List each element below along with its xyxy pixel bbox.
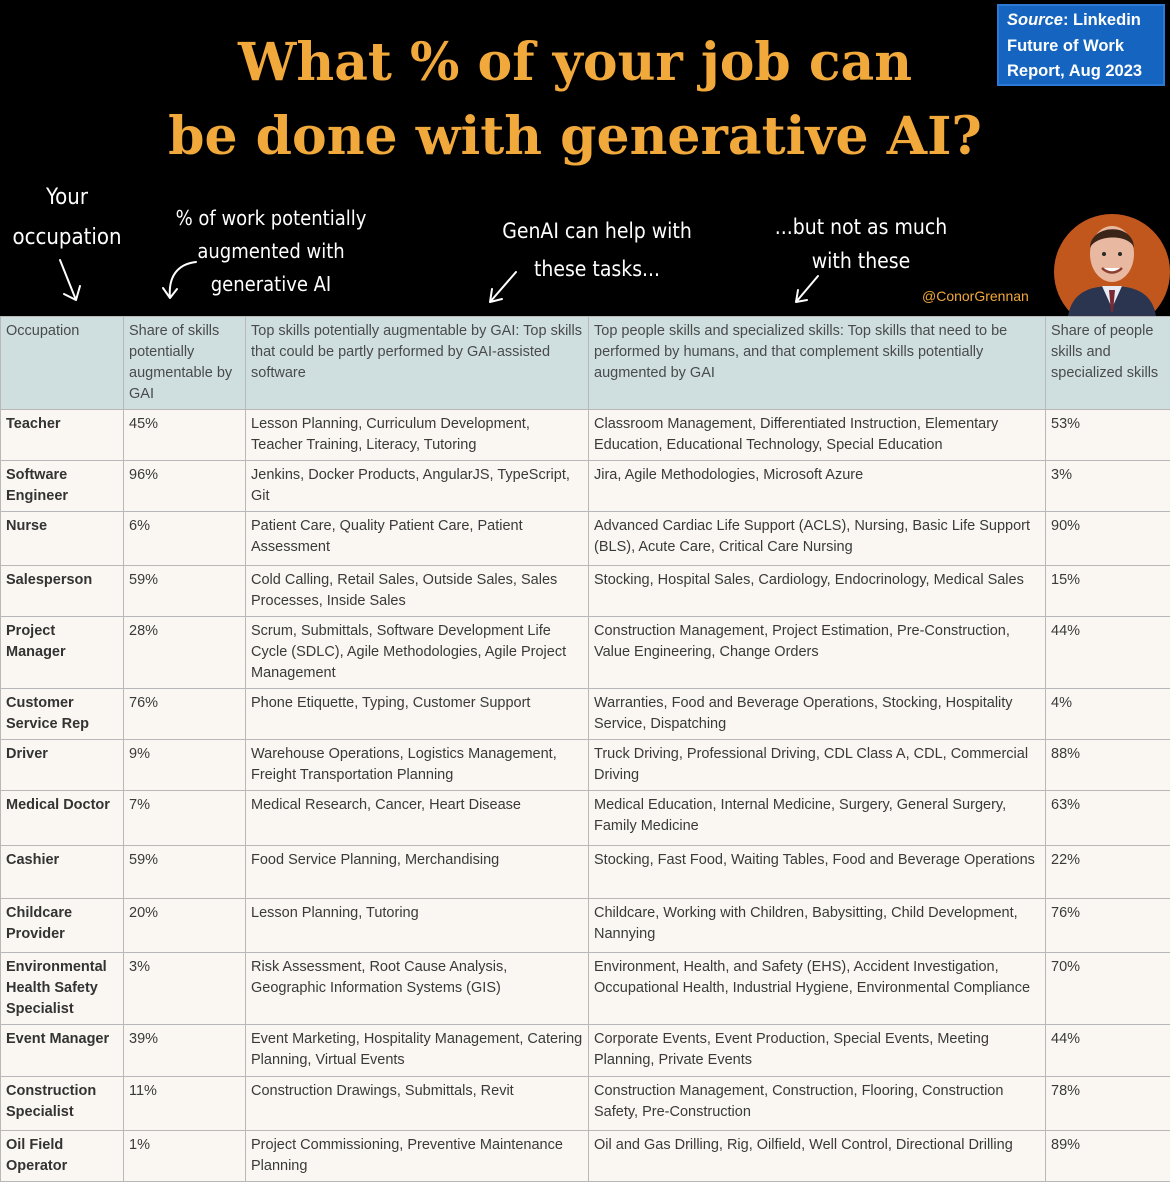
table-row xyxy=(1,617,1170,689)
annotation-percent xyxy=(170,202,372,301)
annotation-text: with these xyxy=(772,244,950,278)
annotation-text: generative AI xyxy=(170,268,372,301)
share-people-cell: 3% xyxy=(1046,461,1170,512)
table-row xyxy=(1,410,1170,461)
table-row xyxy=(1,740,1170,791)
annotation-text: augmented with xyxy=(170,235,372,268)
share-people-cell: 63% xyxy=(1046,791,1170,846)
occupation-cell: Cashier xyxy=(1,846,124,899)
people-skills-cell: Childcare, Working with Children, Babysitting, Child Development, Nannying xyxy=(589,899,1046,953)
header-share-people-skills: Share of people skills and specialized skills xyxy=(1046,317,1170,410)
augmentable-skills-cell: Phone Etiquette, Typing, Customer Support xyxy=(246,689,589,740)
header-occupation: Occupation xyxy=(1,317,124,410)
skills-table xyxy=(0,316,1170,1182)
people-skills-cell: Medical Education, Internal Medicine, Surgery, General Surgery, Family Medicine xyxy=(589,791,1046,846)
arrow-occupation-icon xyxy=(56,256,86,308)
people-skills-cell: Corporate Events, Event Production, Special Events, Meeting Planning, Private Events xyxy=(589,1025,1046,1077)
source-label: Source xyxy=(1007,11,1063,29)
table-row xyxy=(1,899,1170,953)
augmentable-skills-cell: Project Commissioning, Preventive Maintenance Planning xyxy=(246,1131,589,1182)
share-augmentable-cell: 3% xyxy=(124,953,246,1025)
share-people-cell: 44% xyxy=(1046,1025,1170,1077)
source-box xyxy=(997,4,1165,86)
share-people-cell: 53% xyxy=(1046,410,1170,461)
occupation-cell: Software Engineer xyxy=(1,461,124,512)
annotation-text: these tasks... xyxy=(492,250,702,288)
occupation-cell: Environmental Health Safety Specialist xyxy=(1,953,124,1025)
augmentable-skills-cell: Lesson Planning, Curriculum Development, Teacher Training, Literacy, Tutoring xyxy=(246,410,589,461)
people-skills-cell: Classroom Management, Differentiated Instruction, Elementary Education, Educational Technology, Special Education xyxy=(589,410,1046,461)
arrow-not-much-icon xyxy=(790,272,822,308)
table-row xyxy=(1,689,1170,740)
header-share-augmentable: Share of skills potentially augmentable by GAI xyxy=(124,317,246,410)
share-people-cell: 4% xyxy=(1046,689,1170,740)
share-people-cell: 70% xyxy=(1046,953,1170,1025)
share-people-cell: 44% xyxy=(1046,617,1170,689)
share-augmentable-cell: 6% xyxy=(124,512,246,566)
share-people-cell: 88% xyxy=(1046,740,1170,791)
occupation-cell: Teacher xyxy=(1,410,124,461)
table-row xyxy=(1,1077,1170,1131)
header xyxy=(0,0,1170,316)
annotation-text: occupation xyxy=(6,218,128,258)
author-avatar xyxy=(1050,212,1170,316)
source-line-1: : Linkedin xyxy=(1063,11,1141,29)
share-augmentable-cell: 96% xyxy=(124,461,246,512)
annotation-occupation xyxy=(6,178,128,258)
table-row xyxy=(1,512,1170,566)
annotation-text: Your xyxy=(6,178,128,218)
share-augmentable-cell: 11% xyxy=(124,1077,246,1131)
share-augmentable-cell: 28% xyxy=(124,617,246,689)
occupation-cell: Driver xyxy=(1,740,124,791)
share-augmentable-cell: 76% xyxy=(124,689,246,740)
augmentable-skills-cell: Event Marketing, Hospitality Management, Catering Planning, Virtual Events xyxy=(246,1025,589,1077)
share-people-cell: 78% xyxy=(1046,1077,1170,1131)
annotation-text: ...but not as much xyxy=(772,210,950,244)
augmentable-skills-cell: Warehouse Operations, Logistics Management, Freight Transportation Planning xyxy=(246,740,589,791)
table-row xyxy=(1,566,1170,617)
table-header-row xyxy=(1,317,1170,410)
people-skills-cell: Environment, Health, and Safety (EHS), Accident Investigation, Occupational Health, Industrial Hygiene, Environmental Compliance xyxy=(589,953,1046,1025)
share-augmentable-cell: 20% xyxy=(124,899,246,953)
augmentable-skills-cell: Cold Calling, Retail Sales, Outside Sales, Sales Processes, Inside Sales xyxy=(246,566,589,617)
table-row xyxy=(1,461,1170,512)
people-skills-cell: Truck Driving, Professional Driving, CDL Class A, CDL, Commercial Driving xyxy=(589,740,1046,791)
people-skills-cell: Construction Management, Construction, Flooring, Construction Safety, Pre-Construction xyxy=(589,1077,1046,1131)
share-augmentable-cell: 45% xyxy=(124,410,246,461)
share-augmentable-cell: 39% xyxy=(124,1025,246,1077)
augmentable-skills-cell: Food Service Planning, Merchandising xyxy=(246,846,589,899)
arrow-help-icon xyxy=(484,268,520,308)
source-line-3: Report, Aug 2023 xyxy=(1007,59,1155,85)
augmentable-skills-cell: Medical Research, Cancer, Heart Disease xyxy=(246,791,589,846)
table-row xyxy=(1,1131,1170,1182)
table-row xyxy=(1,1025,1170,1077)
author-handle: @ConorGrennan xyxy=(922,288,1029,304)
augmentable-skills-cell: Scrum, Submittals, Software Development Life Cycle (SDLC), Agile Methodologies, Agile Project Management xyxy=(246,617,589,689)
people-skills-cell: Advanced Cardiac Life Support (ACLS), Nursing, Basic Life Support (BLS), Acute Care, Critical Care Nursing xyxy=(589,512,1046,566)
augmentable-skills-cell: Risk Assessment, Root Cause Analysis, Geographic Information Systems (GIS) xyxy=(246,953,589,1025)
occupation-cell: Construction Specialist xyxy=(1,1077,124,1131)
share-people-cell: 22% xyxy=(1046,846,1170,899)
occupation-cell: Oil Field Operator xyxy=(1,1131,124,1182)
share-augmentable-cell: 1% xyxy=(124,1131,246,1182)
page-title xyxy=(0,26,1150,174)
occupation-cell: Salesperson xyxy=(1,566,124,617)
people-skills-cell: Stocking, Hospital Sales, Cardiology, Endocrinology, Medical Sales xyxy=(589,566,1046,617)
augmentable-skills-cell: Lesson Planning, Tutoring xyxy=(246,899,589,953)
people-skills-cell: Construction Management, Project Estimation, Pre-Construction, Value Engineering, Change Orders xyxy=(589,617,1046,689)
occupation-cell: Medical Doctor xyxy=(1,791,124,846)
arrow-percent-icon xyxy=(160,256,200,306)
occupation-cell: Childcare Provider xyxy=(1,899,124,953)
augmentable-skills-cell: Construction Drawings, Submittals, Revit xyxy=(246,1077,589,1131)
share-augmentable-cell: 7% xyxy=(124,791,246,846)
share-people-cell: 76% xyxy=(1046,899,1170,953)
source-line-2: Future of Work xyxy=(1007,34,1155,60)
people-skills-cell: Oil and Gas Drilling, Rig, Oilfield, Well Control, Directional Drilling xyxy=(589,1131,1046,1182)
share-augmentable-cell: 9% xyxy=(124,740,246,791)
annotation-not-much xyxy=(772,210,950,278)
table-row xyxy=(1,846,1170,899)
occupation-cell: Event Manager xyxy=(1,1025,124,1077)
share-people-cell: 15% xyxy=(1046,566,1170,617)
share-augmentable-cell: 59% xyxy=(124,846,246,899)
table-row xyxy=(1,953,1170,1025)
share-people-cell: 90% xyxy=(1046,512,1170,566)
share-people-cell: 89% xyxy=(1046,1131,1170,1182)
header-top-augmentable-skills: Top skills potentially augmentable by GAI: Top skills that could be partly performed by GAI-assisted software xyxy=(246,317,589,410)
title-line-1: What % of your job can xyxy=(0,26,1150,100)
annotation-help xyxy=(492,212,702,288)
people-skills-cell: Warranties, Food and Beverage Operations, Stocking, Hospitality Service, Dispatching xyxy=(589,689,1046,740)
share-augmentable-cell: 59% xyxy=(124,566,246,617)
occupation-cell: Nurse xyxy=(1,512,124,566)
table-body xyxy=(1,410,1170,1182)
header-top-people-skills: Top people skills and specialized skills: Top skills that need to be performed by humans, and that complement skills potentially augmented by GAI xyxy=(589,317,1046,410)
title-line-2: be done with generative AI? xyxy=(0,100,1150,174)
table-row xyxy=(1,791,1170,846)
augmentable-skills-cell: Jenkins, Docker Products, AngularJS, TypeScript, Git xyxy=(246,461,589,512)
annotation-text: % of work potentially xyxy=(170,202,372,235)
people-skills-cell: Stocking, Fast Food, Waiting Tables, Food and Beverage Operations xyxy=(589,846,1046,899)
people-skills-cell: Jira, Agile Methodologies, Microsoft Azure xyxy=(589,461,1046,512)
augmentable-skills-cell: Patient Care, Quality Patient Care, Patient Assessment xyxy=(246,512,589,566)
occupation-cell: Customer Service Rep xyxy=(1,689,124,740)
annotation-text: GenAI can help with xyxy=(492,212,702,250)
occupation-cell: Project Manager xyxy=(1,617,124,689)
